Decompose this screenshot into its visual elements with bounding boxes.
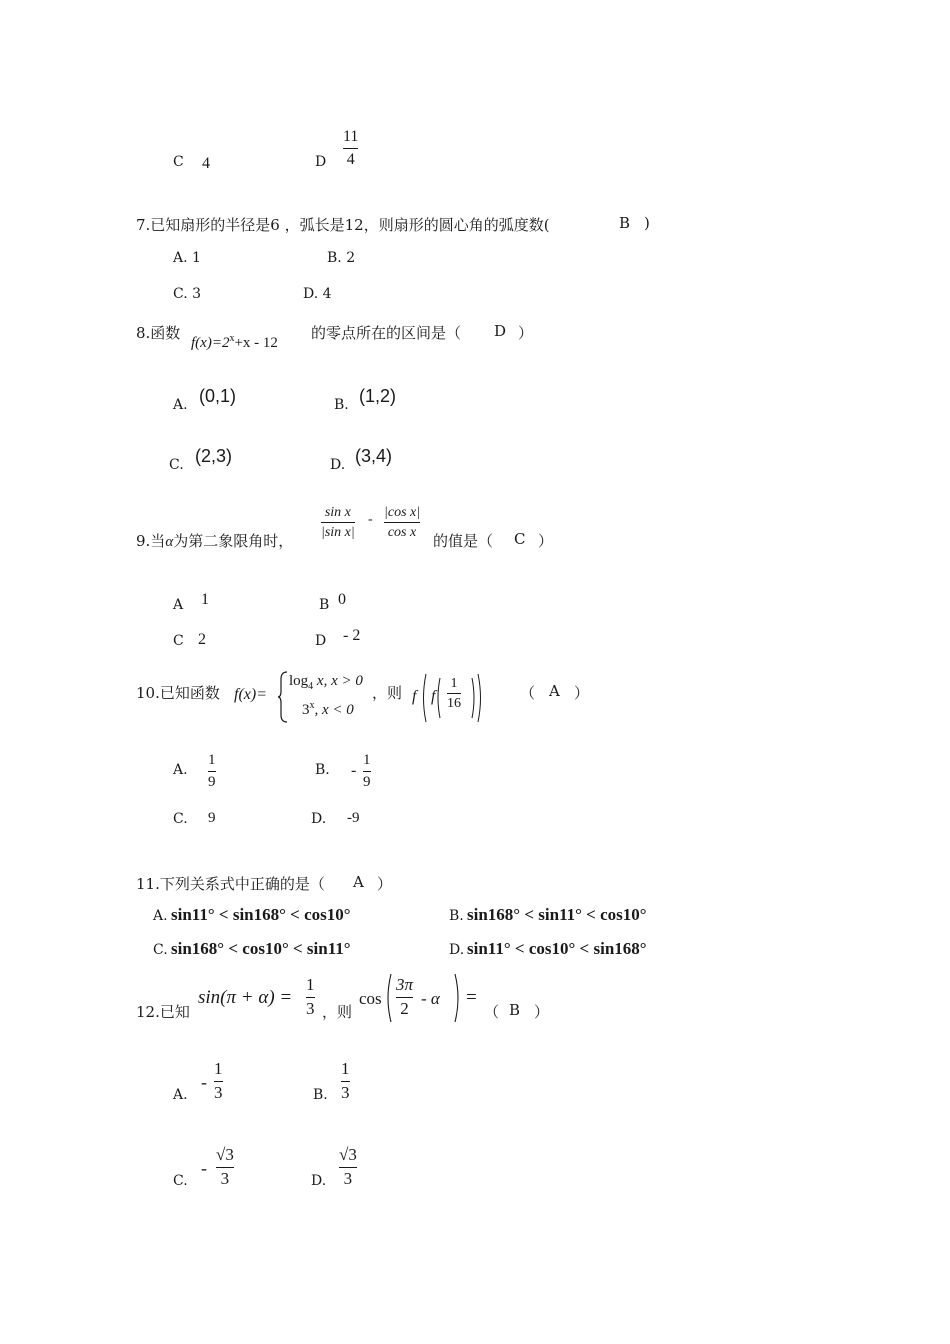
q10-fx: f(x)=	[234, 686, 267, 703]
q10-stem: 10.已知函数	[136, 684, 220, 702]
q10-f-inner: f	[431, 688, 436, 705]
q10-case-1-condition: x, x > 0	[313, 673, 363, 689]
q10-a-numerator: 1	[208, 752, 216, 768]
q10-option-a-fraction	[208, 752, 216, 790]
q12-option-c-sign: -	[201, 1158, 207, 1178]
q12-d-denominator: 3	[343, 1168, 353, 1188]
q12-option-b-fraction	[341, 1060, 350, 1102]
q9-minus: -	[368, 512, 373, 527]
q12-b-numerator: 1	[341, 1059, 350, 1078]
q9-option-b-value: 0	[338, 591, 346, 608]
q9-option-a-label: A	[173, 597, 184, 613]
q11-option-a-expr: sin11° < sin168° < cos10°	[171, 905, 351, 924]
q12-b-denominator: 3	[341, 1082, 350, 1102]
q8-close: ）	[518, 324, 534, 342]
q11-answer: A	[353, 873, 364, 891]
q7-option-d: D. 4	[303, 286, 332, 302]
q12-rhs-denominator: 3	[306, 998, 315, 1018]
q11-option-c-expr: sin168° < cos10° < sin11°	[171, 939, 351, 958]
q9-fraction-2	[384, 505, 420, 541]
q10-b-numerator: 1	[363, 752, 371, 768]
q12-rhs-fraction	[306, 976, 315, 1018]
q10-option-d-label: D.	[311, 811, 327, 827]
q8-option-a-label: A.	[173, 397, 188, 413]
q11-option-d-expr: sin11° < cos10° < sin168°	[467, 939, 647, 958]
q12-option-c-label: C.	[173, 1173, 188, 1189]
q9-fraction-1	[321, 505, 355, 541]
q8-stem-end: 的零点所在的区间是（	[311, 324, 462, 342]
q8-option-c-value: (2,3)	[195, 446, 233, 466]
q12-answer-open: （	[484, 1003, 500, 1021]
q9-option-b-label: B	[319, 597, 330, 613]
q7-option-c: C. 3	[173, 286, 202, 302]
q6-option-c-label: C	[173, 154, 184, 170]
q12-a-numerator: 1	[214, 1059, 223, 1078]
q10-option-b-label: B.	[315, 762, 330, 778]
q9-stem-start: 9.当	[136, 532, 166, 550]
q10-f-outer: f	[412, 688, 417, 705]
q8-option-d-value: (3,4)	[355, 446, 393, 466]
q12-arg-rest: - α	[421, 989, 440, 1008]
q12-option-c-fraction	[216, 1146, 234, 1188]
q11-close: ）	[377, 875, 393, 893]
q12-d-numerator: √3	[339, 1145, 357, 1164]
q10-exponent: x	[309, 700, 315, 711]
q10-inner-fraction	[447, 676, 461, 712]
q9-option-d-value: - 2	[343, 627, 361, 644]
q12-equals: =	[466, 987, 477, 1008]
q9-option-d-label: D	[315, 633, 327, 649]
q10-log: log	[289, 673, 309, 689]
q10-then: ，则	[372, 684, 403, 702]
q12-then: ，则	[322, 1003, 353, 1021]
q12-c-denominator: 3	[220, 1168, 230, 1188]
q12-rhs-numerator: 1	[306, 975, 315, 994]
q10-inner-denominator: 16	[447, 696, 461, 712]
q10-option-c-value: 9	[208, 810, 216, 826]
q12-option-b-label: B.	[313, 1087, 328, 1103]
q10-case-1	[289, 673, 363, 692]
q10-option-d-value: -9	[347, 810, 360, 826]
q8-option-d-label: D.	[330, 457, 346, 473]
q10-answer-close: ）	[574, 684, 590, 702]
q9-option-c-value: 2	[198, 631, 206, 648]
q7-answer: B	[619, 214, 631, 232]
q10-inner-numerator: 1	[450, 676, 458, 691]
q7-option-a: A. 1	[173, 250, 201, 266]
q11-stem: 11.下列关系式中正确的是（	[136, 875, 325, 893]
q10-case-2	[302, 700, 354, 719]
q9-option-c-label: C	[173, 633, 184, 649]
q8-rest: +x - 12	[234, 335, 278, 351]
q12-lhs: sin(π + α) =	[198, 987, 293, 1008]
q7-close: )	[644, 214, 650, 232]
q12-a-denominator: 3	[214, 1082, 223, 1102]
q10-option-c-label: C.	[173, 811, 188, 827]
q8-exponent: x	[229, 333, 235, 344]
q6-option-c-value: 4	[202, 155, 210, 172]
q8-option-c-label: C.	[169, 457, 184, 473]
q9-f1-numerator: sin x	[324, 505, 351, 520]
q12-option-a-fraction	[214, 1060, 223, 1102]
q10-option-a-label: A.	[173, 762, 188, 778]
q10-left-brace	[277, 671, 289, 723]
q12-c-numerator: √3	[216, 1145, 234, 1164]
q11-option-d-label: D.	[449, 942, 465, 958]
q10-b-denominator: 9	[363, 773, 371, 790]
q11-option-b-label: B.	[449, 908, 464, 924]
q9-stem-end: 的值是（	[433, 532, 494, 550]
q7-stem: 7.已知扇形的半径是6 ，弧长是12，则扇形的圆心角的弧度数(	[136, 216, 550, 234]
q6-d-numerator: 11	[343, 128, 359, 145]
q9-stem-mid: 为第二象限角时，	[173, 532, 294, 550]
q9-close: ）	[538, 532, 554, 550]
q9-f2-denominator: cos x	[387, 525, 417, 541]
q6-option-d-label: D	[315, 154, 327, 170]
q9-f2-numerator: |cos x|	[384, 505, 421, 520]
q12-option-a-label: A.	[173, 1087, 188, 1103]
q12-cos: cos	[359, 989, 382, 1008]
q9-answer: C	[514, 530, 526, 548]
q8-function	[191, 333, 278, 352]
q10-option-b-fraction	[363, 752, 371, 790]
q10-a-denominator: 9	[208, 773, 216, 790]
q9-f1-denominator: |sin x|	[321, 525, 355, 541]
q12-option-a-sign: -	[201, 1072, 207, 1092]
q8-option-b-label: B.	[334, 397, 349, 413]
q8-option-b-value: (1,2)	[359, 386, 397, 406]
q11-option-c-label: C.	[153, 942, 168, 958]
q12-answer: B	[509, 1001, 521, 1019]
q9-option-a-value: 1	[201, 591, 209, 608]
q10-case-2-condition: , x < 0	[314, 702, 354, 718]
q9-stem	[136, 530, 293, 551]
q12-answer-close: ）	[534, 1003, 550, 1021]
q8-answer: D	[494, 322, 507, 340]
q12-option-d-label: D.	[311, 1173, 327, 1189]
q12-arg-numerator: 3π	[396, 975, 414, 994]
q10-answer-open: （	[520, 684, 536, 702]
q10-three: 3	[302, 702, 310, 718]
q6-option-d-fraction	[343, 128, 358, 168]
q8-fx: f(x)=2	[191, 335, 230, 351]
q12-arg-fraction	[396, 976, 413, 1018]
q12-option-d-fraction	[339, 1146, 357, 1188]
q7-option-b: B. 2	[327, 250, 356, 266]
q12-arg-denominator: 2	[400, 998, 409, 1018]
q10-log-base: 4	[308, 681, 314, 692]
q9-alpha: α	[165, 534, 174, 550]
q8-number: 8.函数	[136, 324, 181, 342]
q11-option-b-expr: sin168° < sin11° < cos10°	[467, 905, 647, 924]
q12-stem: 12.已知	[136, 1003, 190, 1021]
q10-answer: A	[549, 682, 560, 700]
q11-option-a-label: A.	[153, 908, 168, 924]
q8-option-a-value: (0,1)	[199, 386, 237, 406]
q6-d-denominator: 4	[346, 150, 355, 168]
q10-option-b-sign: -	[351, 762, 357, 779]
